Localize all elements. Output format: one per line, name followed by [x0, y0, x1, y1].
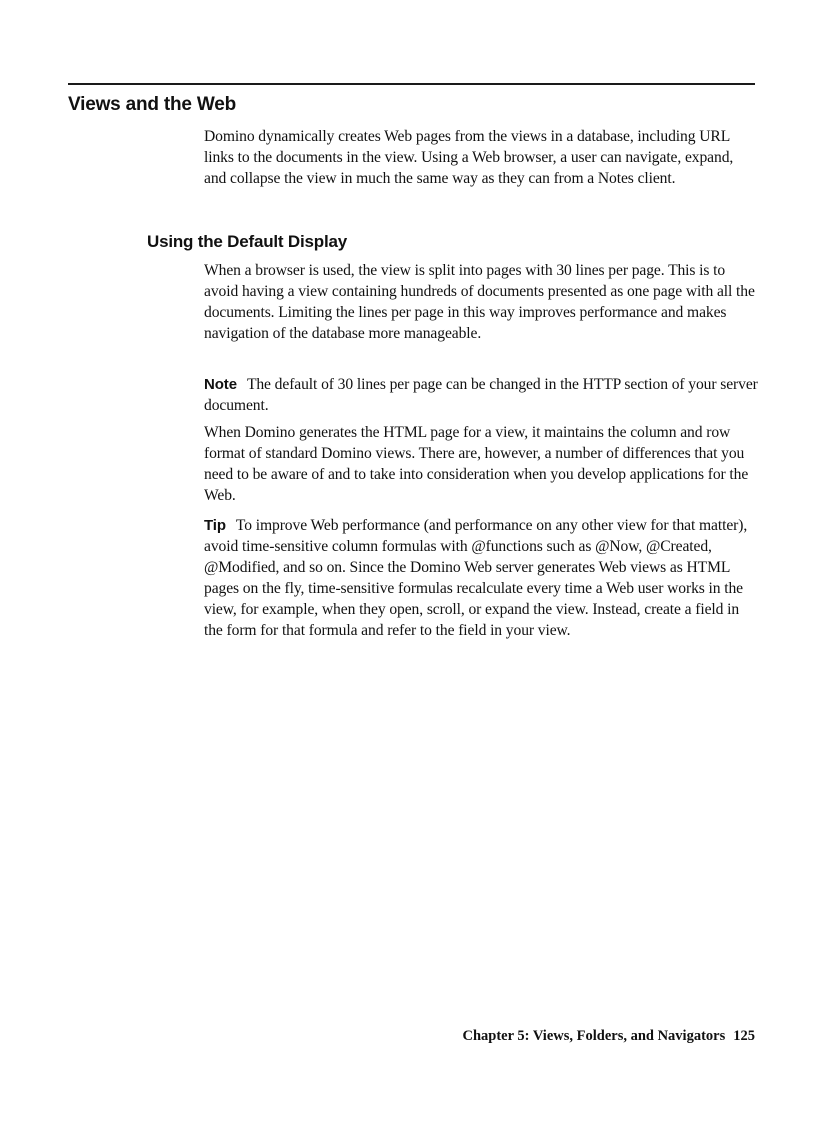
section-title: Views and the Web [68, 94, 236, 115]
tip-paragraph [204, 516, 758, 641]
page-number: 125 [733, 1028, 755, 1044]
tip-label: Tip [204, 517, 226, 534]
body-paragraph-lines-per-page: When a browser is used, the view is split into pages with 30 lines per page. This is to avoid having a view containing hundreds of documents presented as one page with all the documents. Limiting the lines per page in this way improves performance and makes navigation of the database more manageable. [204, 262, 755, 342]
note-paragraph [204, 375, 758, 417]
header-rule [68, 83, 755, 85]
footer-chapter-title: Chapter 5: Views, Folders, and Navigators [462, 1028, 726, 1044]
note-label: Note [204, 376, 237, 393]
note-text: The default of 30 lines per page can be changed in the HTTP section of your server document. [204, 376, 758, 414]
body-paragraph-html-format: When Domino generates the HTML page for a view, it maintains the column and row format of standard Domino views. There are, however, a number of differences that you need to be aware of and to take into consideration when you develop applications for the Web. [204, 424, 749, 504]
tip-text: To improve Web performance (and performance on any other view for that matter), avoid time-sensitive column formulas with @functions such as @Now, @Created, @Modified, and so on. Since the Domino Web server generates Web views as HTML pages on the fly, time-sensitive formulas recalculate every time a Web user works in the view, for example, when they open, scroll, or expand the view. Instead, create a field in the form for that formula and refer to the field in your view. [204, 517, 748, 639]
subsection-title: Using the Default Display [147, 232, 347, 251]
page-footer [463, 1027, 756, 1045]
intro-paragraph: Domino dynamically creates Web pages from the views in a database, including URL links to the documents in the view. Using a Web browser, a user can navigate, expand, and collapse the view in much the same way as they can from a Notes client. [204, 128, 734, 187]
